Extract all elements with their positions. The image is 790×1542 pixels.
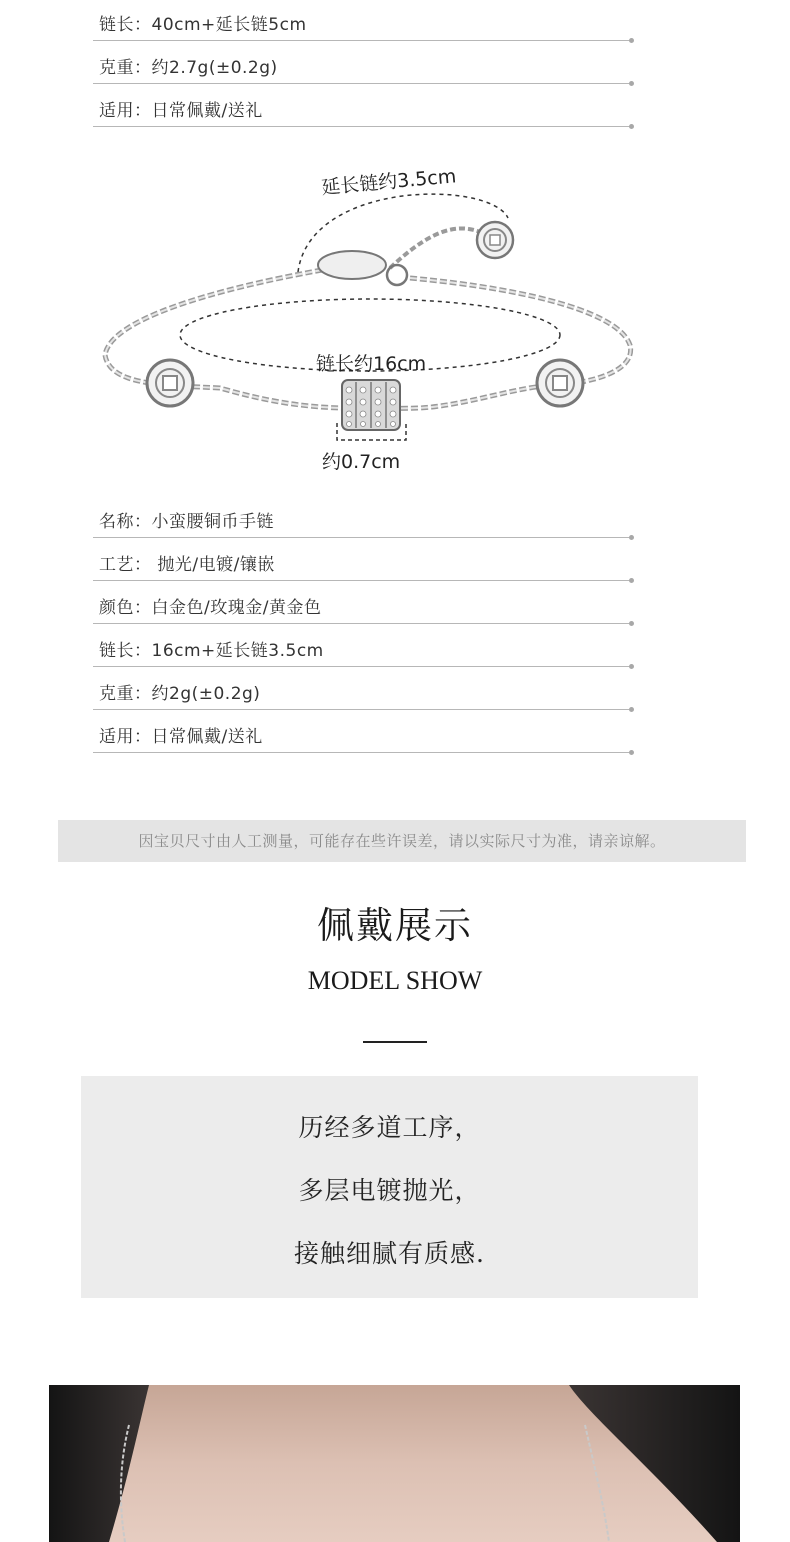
spec-text: 适用：日常佩戴/送礼 xyxy=(99,101,263,121)
section-title-en: MODEL SHOW xyxy=(307,966,483,995)
spec-text: 链长：16cm+延长链3.5cm xyxy=(99,641,324,661)
spec-text: 链长：40cm+延长链5cm xyxy=(99,15,307,35)
clasp-ring xyxy=(387,265,407,285)
spec-divider xyxy=(93,126,629,127)
spec-row-craft xyxy=(93,538,636,581)
spec-text: 工艺： 抛光/电镀/镶嵌 xyxy=(99,555,275,575)
extension-chain xyxy=(390,228,480,268)
spec-list-bottom xyxy=(93,495,636,753)
spec-text: 克重：约2g(±0.2g) xyxy=(99,684,261,704)
spec-row-chain-length xyxy=(93,624,636,667)
lobster-clasp xyxy=(318,251,386,279)
extension-length-label: 延长链约3.5cm xyxy=(320,165,458,199)
model-neck-image xyxy=(49,1385,740,1542)
spec-list-top xyxy=(93,0,636,127)
measurement-notice: 因宝贝尺寸由人工测量，可能存在些许误差，请以实际尺寸为准，请亲谅解。 xyxy=(58,820,746,862)
spec-row-chain-length xyxy=(93,0,636,41)
spec-row-name xyxy=(93,495,636,538)
model-photo xyxy=(49,1385,740,1542)
spec-row-weight xyxy=(93,41,636,84)
craft-line-3: 接触细腻有质感. xyxy=(294,1239,485,1268)
spec-row-usage xyxy=(93,84,636,127)
craft-line-1: 历经多道工序， xyxy=(298,1113,481,1142)
divider-dot xyxy=(629,124,634,129)
waist-bead xyxy=(342,380,400,430)
spec-divider xyxy=(93,752,629,753)
spec-row-color xyxy=(93,581,636,624)
bracelet-diagram xyxy=(90,140,650,490)
divider-dot xyxy=(629,750,634,755)
title-underline xyxy=(363,1041,427,1043)
spec-text: 颜色：白金色/玫瑰金/黄金色 xyxy=(99,598,322,618)
craft-description-box xyxy=(81,1076,698,1298)
chain-length-label: 链长约16cm xyxy=(316,353,427,375)
section-title-cn: 佩戴展示 xyxy=(317,904,473,947)
spec-text: 名称：小蛮腰铜币手链 xyxy=(99,512,274,532)
craft-line-2: 多层电镀抛光， xyxy=(298,1176,481,1205)
spec-text: 克重：约2.7g(±0.2g) xyxy=(99,58,278,78)
spec-row-usage xyxy=(93,710,636,753)
bead-size-label: 约0.7cm xyxy=(322,451,401,473)
spec-row-weight xyxy=(93,667,636,710)
spec-text: 适用：日常佩戴/送礼 xyxy=(99,727,263,747)
